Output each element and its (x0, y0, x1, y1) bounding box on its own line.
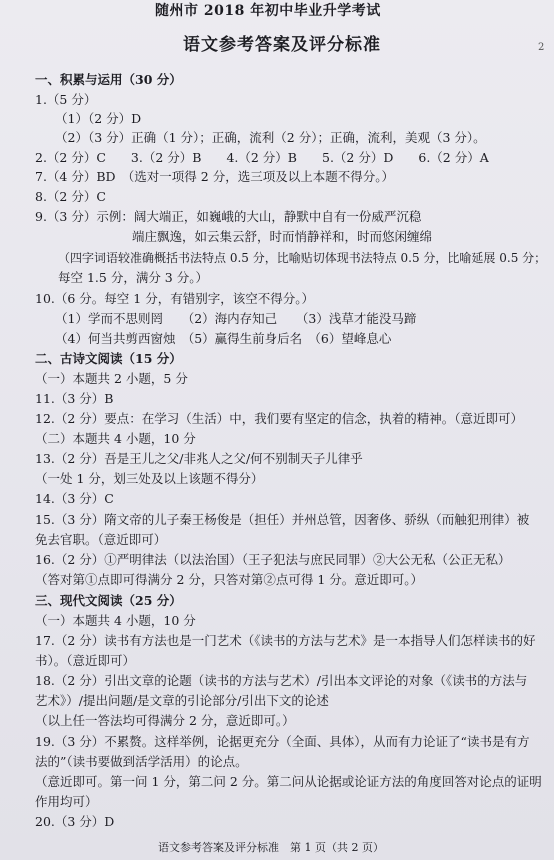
section-heading: 二、古诗文阅读（15 分） (35, 351, 182, 366)
answer-line: （一）本题共 2 小题，5 分 (35, 371, 188, 386)
answer-line: 19.（3 分）不累赘。这样举例，论据更充分（全面、具体），从而有力论证了“读书是有方 (35, 734, 530, 749)
answer-line: （1）（2 分）D (55, 111, 142, 126)
answer-line: 18.（2 分）引出文章的论题（读书的方法与艺术）/引出本文评论的对象（《读书的方法与 (35, 673, 528, 688)
answer-line: 13.（2 分）吾是王儿之父/非兆人之父/何不别制天子儿律乎 (35, 451, 363, 466)
answer-line: 14.（3 分）C (35, 491, 114, 506)
answer-line: 1.（5 分） (35, 92, 97, 107)
answer-line: 作用均可） (35, 794, 98, 809)
answer-line: （答对第①点即可得满分 2 分，只答对第②点可得 1 分。意近即可。） (35, 572, 424, 587)
answer-line: （二）本题共 4 小题，10 分 (35, 431, 196, 446)
answer-line: 2.（2 分）C 3.（2 分）B 4.（2 分）B 5.（2 分）D 6.（2 分）A (35, 150, 489, 165)
answer-line: 端庄飘逸，如云集云舒，时而悄静祥和，时而悠闲缠绵 (132, 229, 433, 244)
answer-line: （以上任一答法均可得满分 2 分，意近即可。） (35, 713, 295, 728)
answer-line: （2）（3 分）正确（1 分）；正确，流利（2 分）；正确，流利，美观（3 分）。 (55, 130, 486, 145)
answer-line: （1）学而不思则罔 （2）海内存知己 （3）浅草才能没马蹄 (55, 311, 417, 326)
answer-line: 法的”（读书要做到活学活用）的论点。 (35, 754, 248, 769)
exam-header: 随州市 2018 年初中毕业升学考试 (155, 3, 381, 19)
answer-line: （一处 1 分，划三处及以上该题不得分） (35, 471, 264, 486)
answer-line: （四字词语较准确概括书法特点 0.5 分，比喻贴切体现书法特点 0.5 分，比喻延展 0.5 分； (58, 251, 547, 265)
answer-line: （4）何当共剪西窗烛 （5）赢得生前身后名 （6）望峰息心 (55, 331, 392, 346)
answer-line: 16.（2 分）①严明律法（以法治国）（王子犯法与庶民同罪）②大公无私（公正无私） (35, 552, 511, 567)
answer-line: 每空 1.5 分，满分 3 分。） (58, 270, 208, 285)
answer-line: 10.（6 分。每空 1 分，有错别字，该空不得分。） (35, 291, 314, 306)
answer-line: 15.（3 分）隋文帝的儿子秦王杨俊是（担任）并州总管，因奢侈、骄纵（而触犯刑律）被 (35, 512, 530, 527)
answer-line: 书）。（意近即可） (35, 653, 136, 668)
section-heading: 一、积累与运用（30 分） (35, 72, 182, 87)
answer-line: （一）本题共 4 小题，10 分 (35, 613, 196, 628)
answer-line: 17.（2 分）读书有方法也是一门艺术（《读书的方法与艺术》是一本指导人们怎样读书的好 (35, 633, 536, 648)
answer-line: 艺术》）/提出问题/是文章的引论部分/引出下文的论述 (35, 693, 329, 708)
answer-line: 20.（3 分）D (35, 814, 115, 829)
answer-line: （意近即可。第一问 1 分，第二问 2 分。第二问从论据或论证方法的角度回答对论点的证明 (35, 774, 542, 789)
page-footer: 语文参考答案及评分标准 第 1 页（共 2 页） (158, 841, 384, 854)
answer-line: 11.（3 分）B (35, 391, 114, 406)
section-heading: 三、现代文阅读（25 分） (35, 593, 182, 608)
answer-line: 免去官职。（意近即可） (35, 532, 167, 547)
answer-line: 9.（3 分）示例：阔大端正，如巍峨的大山，静默中自有一份威严沉稳 (35, 209, 422, 224)
answer-line: 12.（2 分）要点：在学习（生活）中，我们要有坚定的信念，执着的精神。（意近即可） (35, 411, 524, 426)
answer-line: 7.（4 分）BD （选对一项得 2 分，选三项及以上本题不得分。） (35, 169, 394, 184)
document-title: 语文参考答案及评分标准 (183, 35, 381, 55)
answer-line: 8.（2 分）C (35, 189, 106, 204)
edge-page-mark: 2 (538, 42, 545, 53)
